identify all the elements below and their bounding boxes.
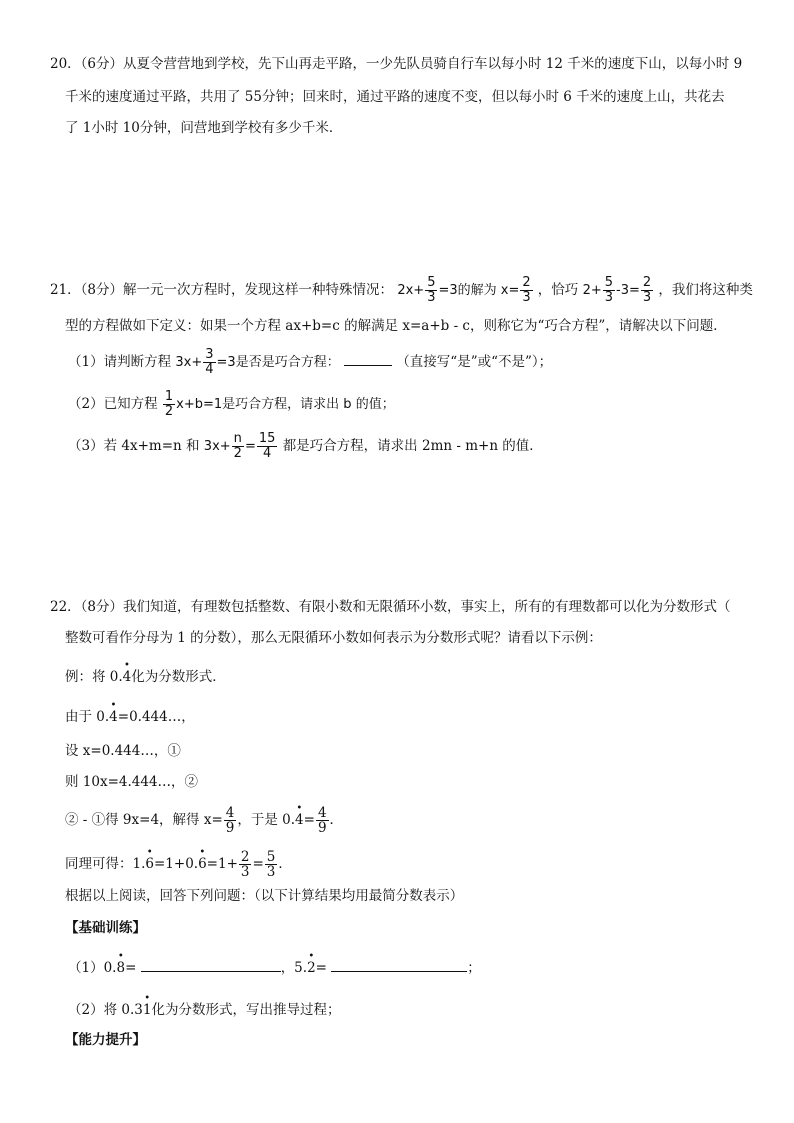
numerator: 5 — [427, 275, 436, 290]
q21-eq3 — [582, 275, 659, 305]
q22-read: 根据以上阅读，回答下列问题：（以下计算结果均用最简分数表示） — [65, 888, 464, 904]
numerator: 2 — [522, 275, 531, 290]
fraction — [257, 432, 278, 461]
text: （2）将 0.3 — [68, 1002, 143, 1018]
text: ，于是 0. — [237, 812, 296, 828]
fraction — [316, 806, 329, 835]
q21-intro: 21．（8分）解一元一次方程时，发现这样一种特殊情况： — [50, 282, 394, 298]
fraction — [163, 390, 175, 419]
numerator: 3 — [205, 347, 214, 362]
q22-line2: 整数可看作分母为 1 的分数），那么无限循环小数如何表示为分数形式呢？请看以下示例： — [65, 630, 602, 646]
q22-set: 设 x=0.444…，① — [65, 743, 181, 759]
answer-blank[interactable] — [344, 351, 392, 366]
denominator: 4 — [205, 362, 214, 377]
q22-basic-2 — [68, 1000, 340, 1020]
text: = — [303, 812, 315, 828]
denominator: 3 — [604, 290, 614, 305]
numerator: 4 — [317, 805, 327, 821]
text: ． — [329, 812, 344, 828]
part-label: （2）已知方程 — [68, 396, 158, 412]
eq-part: 3x+ — [175, 355, 203, 370]
answer-blank[interactable] — [141, 957, 281, 972]
text: ，5. — [280, 960, 308, 976]
part-label: （3）若 4x+m=n 和 — [68, 438, 200, 454]
q21-line1 — [50, 276, 753, 305]
text: 化为分数形式，写出推导过程； — [151, 1002, 341, 1018]
part-label: （1）请判断方程 — [68, 354, 172, 370]
q22-line1: 22．（8分）我们知道，有理数包括整数、有限小数和无限循环小数，事实上，所有的有理数都可以化为分数形式（ — [50, 599, 731, 615]
numerator: 2 — [642, 275, 652, 290]
eq-part: -3= — [616, 283, 640, 298]
eq-part: 2x+ — [397, 283, 425, 298]
denominator: 4 — [262, 446, 272, 461]
denominator: 3 — [240, 864, 250, 880]
part-text: （直接写“是”或“不是”）； — [396, 354, 553, 370]
q21-part1 — [68, 348, 552, 377]
q22-basic-heading: 【基础训练】 — [65, 920, 146, 936]
q21-part3 — [68, 432, 543, 461]
text: = — [252, 856, 264, 872]
text: = — [125, 960, 141, 976]
q22-example — [65, 667, 226, 687]
eq-part: =3的解为 — [438, 283, 497, 298]
numerator: 5 — [604, 275, 614, 290]
eq-part: = — [244, 439, 256, 454]
fraction — [603, 276, 615, 305]
text: =0.444…， — [117, 709, 195, 725]
q21-text: ，恰巧 — [537, 282, 579, 298]
repeating-digit: • 4 — [295, 810, 304, 830]
fraction — [641, 276, 653, 305]
q21-eq1 — [397, 275, 500, 305]
repeating-digit: • 6 — [198, 854, 207, 874]
eq-part: 2+ — [582, 283, 602, 298]
text: （1）0. — [68, 960, 117, 976]
numerator: 15 — [258, 431, 276, 446]
denominator: 3 — [427, 290, 436, 305]
text: 化为分数形式． — [131, 669, 226, 685]
q20-line1: 20．（6分）从夏令营营地到学校，先下山再走平路，一少先队员骑自行车以每小时 12 千米的速度下山，以每小时 9 — [50, 56, 743, 72]
fraction — [425, 276, 437, 305]
denominator: 9 — [317, 820, 327, 836]
numerator: 5 — [266, 849, 276, 865]
repeating-digit: • 4 — [123, 667, 132, 687]
q20-line2: 千米的速度通过平路，共用了 55分钟；回来时，通过平路的速度不变，但以每小时 6 千米的速度上山，共花去 — [65, 89, 725, 105]
q21-part2 — [68, 390, 395, 419]
repeating-digit: • 6 — [145, 854, 154, 874]
repeating-digit: • 4 — [109, 707, 118, 727]
text: = — [315, 960, 332, 976]
text: 例：将 0. — [65, 669, 123, 685]
repeating-digit: • 2 — [307, 958, 316, 978]
q21-p1-eq — [175, 347, 340, 377]
denominator: 3 — [266, 864, 276, 880]
fraction — [265, 850, 278, 879]
numerator: 4 — [225, 805, 235, 821]
q20-line3: 了 1小时 10分钟，问营地到学校有多少千米． — [65, 120, 343, 136]
text: =1+0. — [153, 856, 199, 872]
q22-since — [65, 707, 195, 727]
repeating-digit: • 8 — [116, 958, 125, 978]
numerator: 1 — [164, 389, 174, 404]
numerator: 2 — [240, 849, 250, 865]
eq-part: x+b=1是巧合方程，请求出 b 的值； — [176, 397, 395, 412]
denominator: 3 — [642, 290, 652, 305]
eq-part: x= — [500, 283, 520, 298]
fraction — [520, 276, 532, 305]
denominator: 2 — [164, 404, 174, 419]
repeating-digit: • 1 — [143, 1000, 152, 1020]
answer-blank[interactable] — [331, 957, 467, 972]
q22-similar — [65, 850, 292, 879]
numerator: n — [232, 432, 244, 447]
fraction — [203, 348, 215, 377]
text: 由于 0. — [65, 709, 110, 725]
q22-then: 则 10x=4.444…，② — [65, 774, 199, 790]
text: ； — [467, 960, 481, 976]
part-text: 都是巧合方程，请求出 2mn - m+n 的值． — [282, 438, 543, 454]
denominator: 9 — [225, 820, 235, 836]
text: ． — [278, 856, 292, 872]
q21-p3-eq — [203, 431, 279, 461]
text: ② - ①得 9x=4，解得 x= — [65, 812, 223, 828]
eq-part: =3是否是巧合方程： — [216, 355, 340, 370]
q21-p2-eq — [162, 389, 395, 419]
denominator: 2 — [233, 446, 242, 461]
q21-eq2 — [500, 275, 538, 305]
fraction — [232, 432, 244, 461]
fraction — [224, 806, 237, 835]
denominator: 3 — [522, 290, 531, 305]
q22-subtract — [65, 806, 343, 835]
q21-line2: 型的方程做如下定义：如果一个方程 ax+b=c 的解满足 x=a+b - c，则称它为“巧合方程”，请解决以下问题． — [65, 318, 727, 334]
text: =1+ — [206, 856, 238, 872]
fraction — [239, 850, 252, 879]
q21-text: ，我们将这种类 — [658, 282, 753, 298]
q22-basic-1 — [68, 957, 481, 978]
q22-advance-heading: 【能力提升】 — [65, 1032, 146, 1048]
eq-part: 3x+ — [203, 439, 231, 454]
text: 同理可得：1. — [65, 856, 146, 872]
